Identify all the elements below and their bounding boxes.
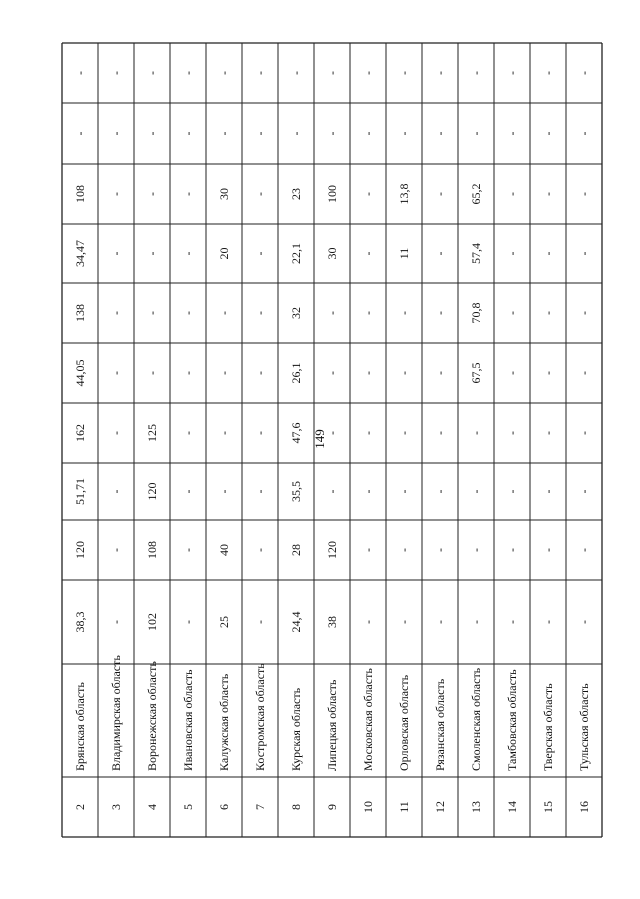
value-cell: -: [469, 431, 483, 435]
value-cell: 67,5: [469, 362, 483, 384]
row-number-cell: 16: [577, 801, 591, 813]
value-cell: -: [505, 251, 519, 256]
row-number-cell: 3: [109, 804, 123, 810]
value-cell: 120: [145, 482, 159, 501]
value-cell: -: [577, 131, 591, 136]
value-cell: -: [433, 192, 447, 196]
table-row: [217, 71, 231, 810]
value-cell: -: [469, 489, 483, 494]
value-cell: -: [109, 311, 123, 315]
value-cell: -: [469, 131, 483, 136]
value-cell: 120: [73, 541, 87, 559]
table-row: [505, 71, 519, 813]
value-cell: -: [505, 431, 519, 435]
value-cell: -: [109, 71, 123, 75]
value-cell: -: [181, 431, 195, 435]
value-cell: 38,3: [73, 611, 87, 633]
value-cell: -: [361, 311, 375, 315]
value-cell: 47,6: [289, 422, 303, 444]
value-cell: -: [541, 131, 555, 136]
value-cell: 23: [289, 188, 303, 200]
table-row: [541, 71, 555, 813]
region-name-cell: Ивановская область: [181, 669, 195, 771]
value-cell: -: [433, 371, 447, 375]
region-name-cell: Костромская область: [253, 663, 267, 771]
value-cell: -: [577, 251, 591, 256]
value-cell: -: [73, 131, 87, 136]
row-number-cell: 2: [73, 804, 87, 810]
value-cell: 32: [289, 307, 303, 319]
row-number-cell: 7: [253, 804, 267, 810]
value-cell: -: [289, 71, 303, 75]
value-cell: -: [253, 311, 267, 315]
value-cell: -: [433, 251, 447, 256]
value-cell: -: [217, 131, 231, 136]
value-cell: -: [541, 192, 555, 196]
value-cell: -: [577, 489, 591, 494]
value-cell: -: [253, 131, 267, 136]
table-row: [109, 71, 123, 810]
value-cell: -: [181, 620, 195, 624]
value-cell: -: [289, 131, 303, 136]
region-name-cell: Рязанская область: [433, 678, 447, 771]
value-cell: 28: [289, 544, 303, 556]
value-cell: -: [505, 192, 519, 196]
table-row: [469, 71, 483, 813]
value-cell: -: [181, 311, 195, 315]
value-cell: -: [73, 71, 87, 75]
value-cell: 34,47: [73, 240, 87, 267]
value-cell: -: [325, 71, 339, 75]
row-number-cell: 10: [361, 801, 375, 813]
value-cell: -: [217, 311, 231, 315]
value-cell: -: [577, 311, 591, 315]
region-name-cell: Тульская область: [577, 683, 591, 771]
value-cell: -: [505, 489, 519, 494]
value-cell: -: [361, 251, 375, 256]
value-cell: -: [181, 131, 195, 136]
value-cell: -: [433, 431, 447, 435]
table-row: [145, 71, 159, 810]
table-row: [181, 71, 195, 810]
value-cell: -: [433, 71, 447, 75]
value-cell: -: [361, 71, 375, 75]
value-cell: 13,8: [397, 183, 411, 205]
value-cell: 125: [145, 424, 159, 442]
value-cell: -: [541, 431, 555, 435]
value-cell: -: [577, 548, 591, 552]
region-name-cell: Тамбовская область: [505, 669, 519, 771]
region-name-cell: Воронежская область: [145, 661, 159, 771]
value-cell: -: [505, 548, 519, 552]
value-cell: -: [541, 620, 555, 624]
value-cell: 35,5: [289, 481, 303, 502]
value-cell: -: [253, 620, 267, 624]
value-cell: 65,2: [469, 183, 483, 205]
value-cell: -: [109, 371, 123, 375]
table-row: [397, 71, 411, 813]
value-cell: -: [181, 548, 195, 552]
value-cell: -: [109, 251, 123, 256]
table-row: [577, 71, 591, 813]
value-cell: -: [577, 371, 591, 375]
value-cell: -: [217, 431, 231, 435]
value-cell: 30: [217, 188, 231, 200]
value-cell: -: [181, 192, 195, 196]
value-cell: -: [145, 192, 159, 196]
row-number-cell: 15: [541, 801, 555, 813]
value-cell: -: [577, 431, 591, 435]
row-number-cell: 12: [433, 801, 447, 813]
value-cell: 108: [145, 541, 159, 559]
value-cell: -: [469, 620, 483, 624]
value-cell: -: [253, 71, 267, 75]
value-cell: -: [325, 371, 339, 375]
value-cell: -: [325, 311, 339, 315]
page-number-text: 149: [312, 429, 327, 449]
value-cell: -: [325, 489, 339, 494]
row-number-cell: 6: [217, 804, 231, 810]
region-name-cell: Курская область: [289, 687, 303, 771]
value-cell: -: [253, 489, 267, 494]
value-cell: -: [109, 131, 123, 136]
value-cell: -: [397, 548, 411, 552]
value-cell: -: [217, 71, 231, 75]
value-cell: -: [541, 311, 555, 315]
value-cell: -: [253, 548, 267, 552]
value-cell: -: [217, 489, 231, 494]
value-cell: 120: [325, 541, 339, 559]
value-cell: -: [181, 371, 195, 375]
value-cell: -: [145, 71, 159, 75]
value-cell: -: [109, 431, 123, 435]
value-cell: -: [541, 251, 555, 256]
row-number-cell: 14: [505, 801, 519, 813]
region-name-cell: Калужская область: [217, 673, 231, 771]
value-cell: 26,1: [289, 362, 303, 384]
value-cell: -: [361, 371, 375, 375]
value-cell: -: [397, 431, 411, 435]
row-number-cell: 4: [145, 804, 159, 810]
value-cell: -: [433, 548, 447, 552]
table-row: [433, 71, 447, 813]
table-row: [253, 71, 267, 810]
value-cell: -: [577, 71, 591, 75]
region-name-cell: Смоленская область: [469, 667, 483, 771]
value-cell: 30: [325, 247, 339, 260]
value-cell: 25: [217, 616, 231, 628]
table-row: [361, 71, 375, 813]
value-cell: -: [145, 131, 159, 136]
table-row: [289, 71, 303, 810]
value-cell: -: [541, 489, 555, 494]
value-cell: -: [109, 489, 123, 494]
value-cell: 57,4: [469, 243, 483, 264]
value-cell: -: [541, 71, 555, 75]
value-cell: -: [361, 620, 375, 624]
value-cell: 108: [73, 185, 87, 203]
value-cell: -: [505, 131, 519, 136]
value-cell: -: [361, 192, 375, 196]
value-cell: -: [217, 371, 231, 375]
value-cell: 51,71: [73, 478, 87, 505]
value-cell: 44,05: [73, 359, 87, 387]
value-cell: 24,4: [289, 611, 303, 633]
value-cell: -: [577, 620, 591, 624]
value-cell: -: [397, 371, 411, 375]
value-cell: 102: [145, 613, 159, 631]
value-cell: -: [325, 131, 339, 136]
value-cell: 162: [73, 424, 87, 442]
value-cell: -: [181, 71, 195, 75]
value-cell: -: [541, 548, 555, 552]
value-cell: -: [253, 251, 267, 256]
value-cell: 138: [73, 304, 87, 322]
value-cell: -: [505, 371, 519, 375]
value-cell: -: [577, 192, 591, 196]
row-number-cell: 5: [181, 804, 195, 810]
value-cell: -: [469, 71, 483, 75]
value-cell: -: [505, 620, 519, 624]
value-cell: -: [397, 71, 411, 75]
value-cell: -: [469, 548, 483, 552]
value-cell: -: [253, 192, 267, 196]
value-cell: -: [145, 371, 159, 375]
value-cell: -: [145, 251, 159, 256]
value-cell: -: [505, 71, 519, 75]
region-name-cell: Орловская область: [397, 674, 411, 771]
value-cell: -: [433, 489, 447, 494]
value-cell: -: [397, 489, 411, 494]
value-cell: -: [541, 371, 555, 375]
value-cell: -: [361, 131, 375, 136]
value-cell: -: [433, 620, 447, 624]
value-cell: -: [433, 131, 447, 136]
region-name-cell: Московская область: [361, 668, 375, 771]
value-cell: -: [109, 192, 123, 196]
value-cell: 22,1: [289, 243, 303, 264]
value-cell: -: [253, 371, 267, 375]
value-cell: -: [433, 311, 447, 315]
value-cell: -: [325, 431, 339, 435]
value-cell: 100: [325, 185, 339, 203]
value-cell: -: [397, 620, 411, 624]
value-cell: -: [361, 548, 375, 552]
value-cell: -: [361, 489, 375, 494]
region-name-cell: Тверская область: [541, 683, 555, 771]
value-cell: -: [145, 311, 159, 315]
value-cell: -: [397, 311, 411, 315]
value-cell: -: [181, 489, 195, 494]
value-cell: -: [397, 131, 411, 136]
value-cell: -: [181, 251, 195, 256]
value-cell: 11: [397, 247, 411, 260]
table-row: [325, 71, 339, 810]
value-cell: -: [505, 311, 519, 315]
value-cell: 38: [325, 616, 339, 628]
value-cell: 40: [217, 544, 231, 556]
row-number-cell: 9: [325, 804, 339, 810]
value-cell: -: [109, 548, 123, 552]
table-row: [73, 71, 87, 810]
value-cell: -: [361, 431, 375, 435]
region-name-cell: Владимирская область: [109, 655, 123, 771]
row-number-cell: 8: [289, 804, 303, 810]
value-cell: 20: [217, 247, 231, 260]
value-cell: 70,8: [469, 302, 483, 324]
value-cell: -: [109, 620, 123, 624]
region-name-cell: Брянская область: [73, 682, 87, 771]
region-name-cell: Липецкая область: [325, 679, 339, 771]
row-number-cell: 13: [469, 801, 483, 813]
row-number-cell: 11: [397, 801, 411, 813]
value-cell: -: [253, 431, 267, 435]
